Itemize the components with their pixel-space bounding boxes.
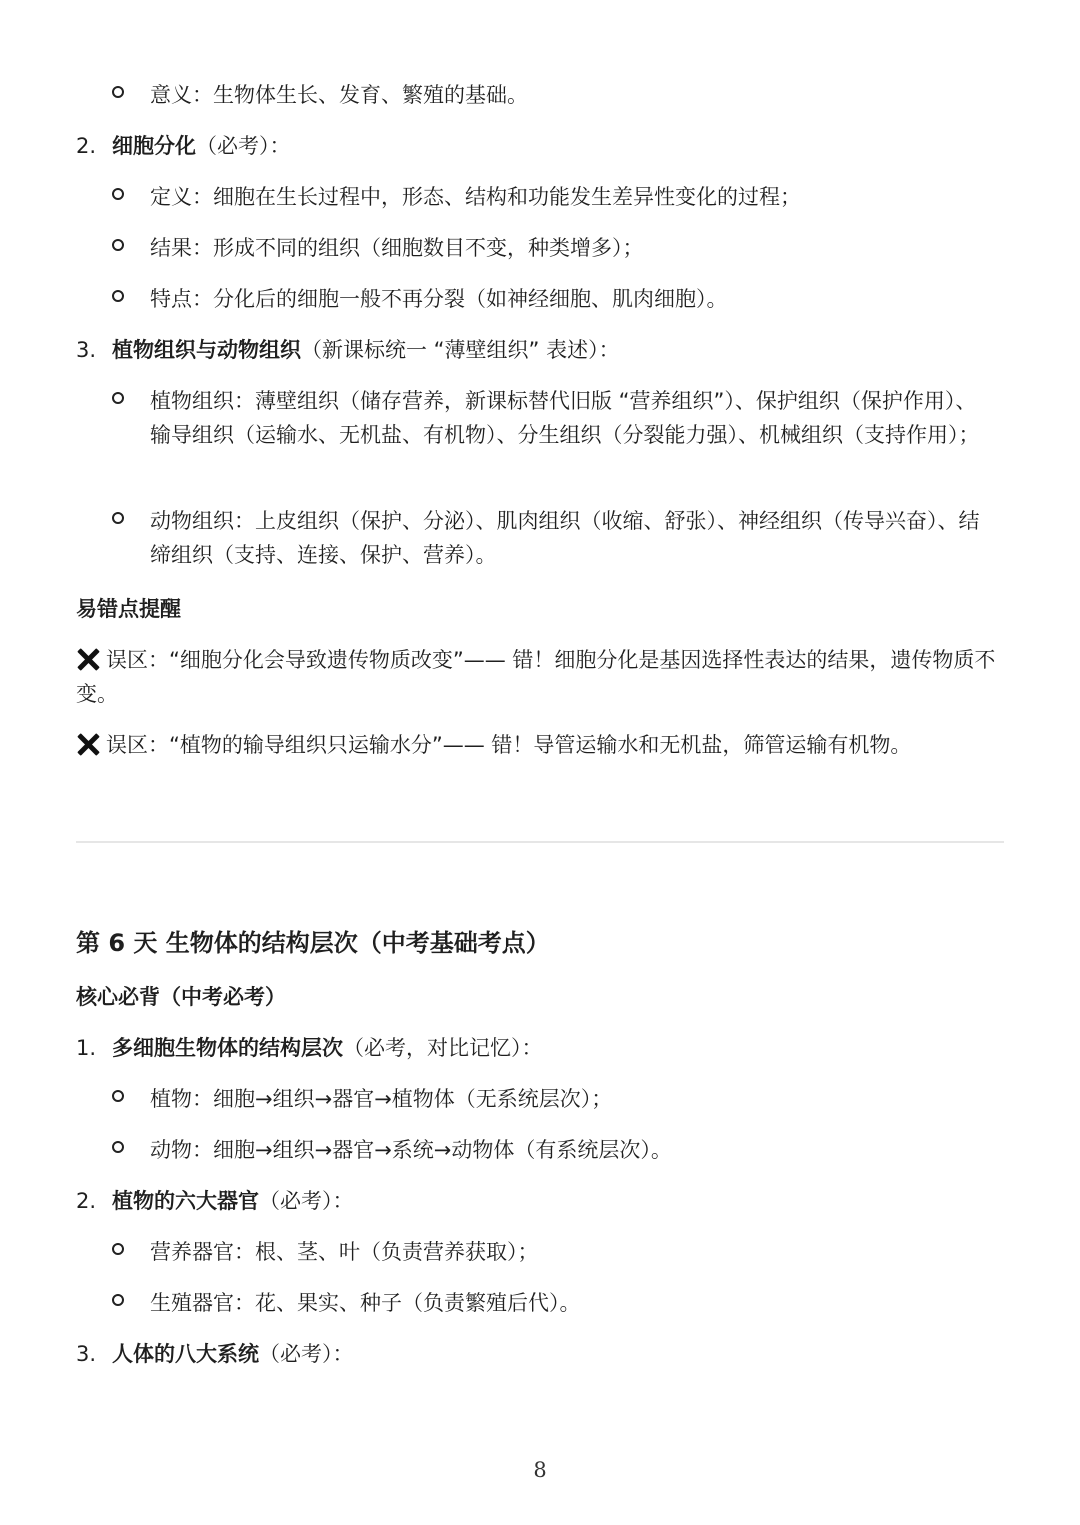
bullet-circle-icon bbox=[112, 1090, 124, 1102]
cross-mark-icon bbox=[76, 732, 100, 756]
numbered-heading-cell-differentiation bbox=[76, 129, 291, 163]
numbered-heading-structure-levels bbox=[76, 1031, 543, 1065]
mistake-text: 误区：“植物的输导组织只运输水分”—— 错！导管运输水和无机盐，筛管运输有机物。 bbox=[106, 733, 912, 757]
page-number: 8 bbox=[533, 1458, 547, 1482]
item-note: （必考，对比记忆）： bbox=[343, 1036, 543, 1060]
item-title: 植物组织与动物组织 bbox=[112, 338, 301, 362]
item-number: 2. bbox=[76, 134, 97, 158]
list-item-text: 结果：形成不同的组织（细胞数目不变，种类增多）； bbox=[150, 236, 644, 260]
item-title: 植物的六大器官 bbox=[112, 1189, 259, 1213]
item-number: 3. bbox=[76, 1342, 97, 1366]
item-note: （新课标统一 “薄壁组织” 表述）： bbox=[301, 338, 620, 362]
bullet-circle-icon bbox=[112, 86, 124, 98]
list-item-text: 动物：细胞→组织→器官→系统→动物体（有系统层次）。 bbox=[150, 1138, 672, 1162]
item-number: 2. bbox=[76, 1189, 97, 1213]
bullet-circle-icon bbox=[112, 239, 124, 251]
section-title: 第 6 天 生物体的结构层次（中考基础考点） bbox=[76, 929, 550, 957]
list-item-text: 营养器官：根、茎、叶（负责营养获取）； bbox=[150, 1240, 539, 1264]
list-item-text: 生殖器官：花、果实、种子（负责繁殖后代）。 bbox=[150, 1291, 581, 1315]
mistakes-heading: 易错点提醒 bbox=[76, 597, 181, 621]
section-divider bbox=[76, 841, 1004, 843]
bullet-circle-icon bbox=[112, 1294, 124, 1306]
numbered-heading-plant-organs bbox=[76, 1184, 354, 1218]
item-title: 多细胞生物体的结构层次 bbox=[112, 1036, 343, 1060]
bullet-circle-icon bbox=[112, 392, 124, 404]
list-item-text: 植物：细胞→组织→器官→植物体（无系统层次）； bbox=[150, 1087, 613, 1111]
mistake-item bbox=[76, 728, 996, 762]
mistake-text: 误区：“细胞分化会导致遗传物质改变”—— 错！细胞分化是基因选择性表达的结果，遗传物质不变。 bbox=[76, 648, 996, 706]
list-item-text: 定义：细胞在生长过程中，形态、结构和功能发生差异性变化的过程； bbox=[150, 185, 801, 209]
core-heading: 核心必背（中考必考） bbox=[76, 985, 286, 1009]
list-item-text: 植物组织：薄壁组织（储存营养，新课标替代旧版 “营养组织”）、保护组织（保护作用）、输导组织（运输水、无机盐、有机物）、分生组织（分裂能力强）、机械组织（支持作用）； bbox=[150, 389, 980, 447]
bullet-circle-icon bbox=[112, 188, 124, 200]
item-note: （必考）： bbox=[259, 1189, 354, 1213]
list-item-text: 意义：生物体生长、发育、繁殖的基础。 bbox=[150, 83, 528, 107]
bullet-circle-icon bbox=[112, 1243, 124, 1255]
item-number: 3. bbox=[76, 338, 97, 362]
item-note: （必考）： bbox=[259, 1342, 354, 1366]
item-title: 人体的八大系统 bbox=[112, 1342, 259, 1366]
list-item-text: 特点：分化后的细胞一般不再分裂（如神经细胞、肌肉细胞）。 bbox=[150, 287, 728, 311]
bullet-circle-icon bbox=[112, 1141, 124, 1153]
numbered-heading-tissues bbox=[76, 333, 620, 367]
mistake-item bbox=[76, 643, 996, 711]
bullet-circle-icon bbox=[112, 290, 124, 302]
list-item-text: 动物组织：上皮组织（保护、分泌）、肌肉组织（收缩、舒张）、神经组织（传导兴奋）、结缔组织（支持、连接、保护、营养）。 bbox=[150, 509, 980, 567]
item-title: 细胞分化 bbox=[112, 134, 196, 158]
cross-mark-icon bbox=[76, 647, 100, 671]
numbered-heading-human-systems bbox=[76, 1337, 354, 1371]
item-number: 1. bbox=[76, 1036, 97, 1060]
item-note: （必考）： bbox=[196, 134, 291, 158]
bullet-circle-icon bbox=[112, 512, 124, 524]
